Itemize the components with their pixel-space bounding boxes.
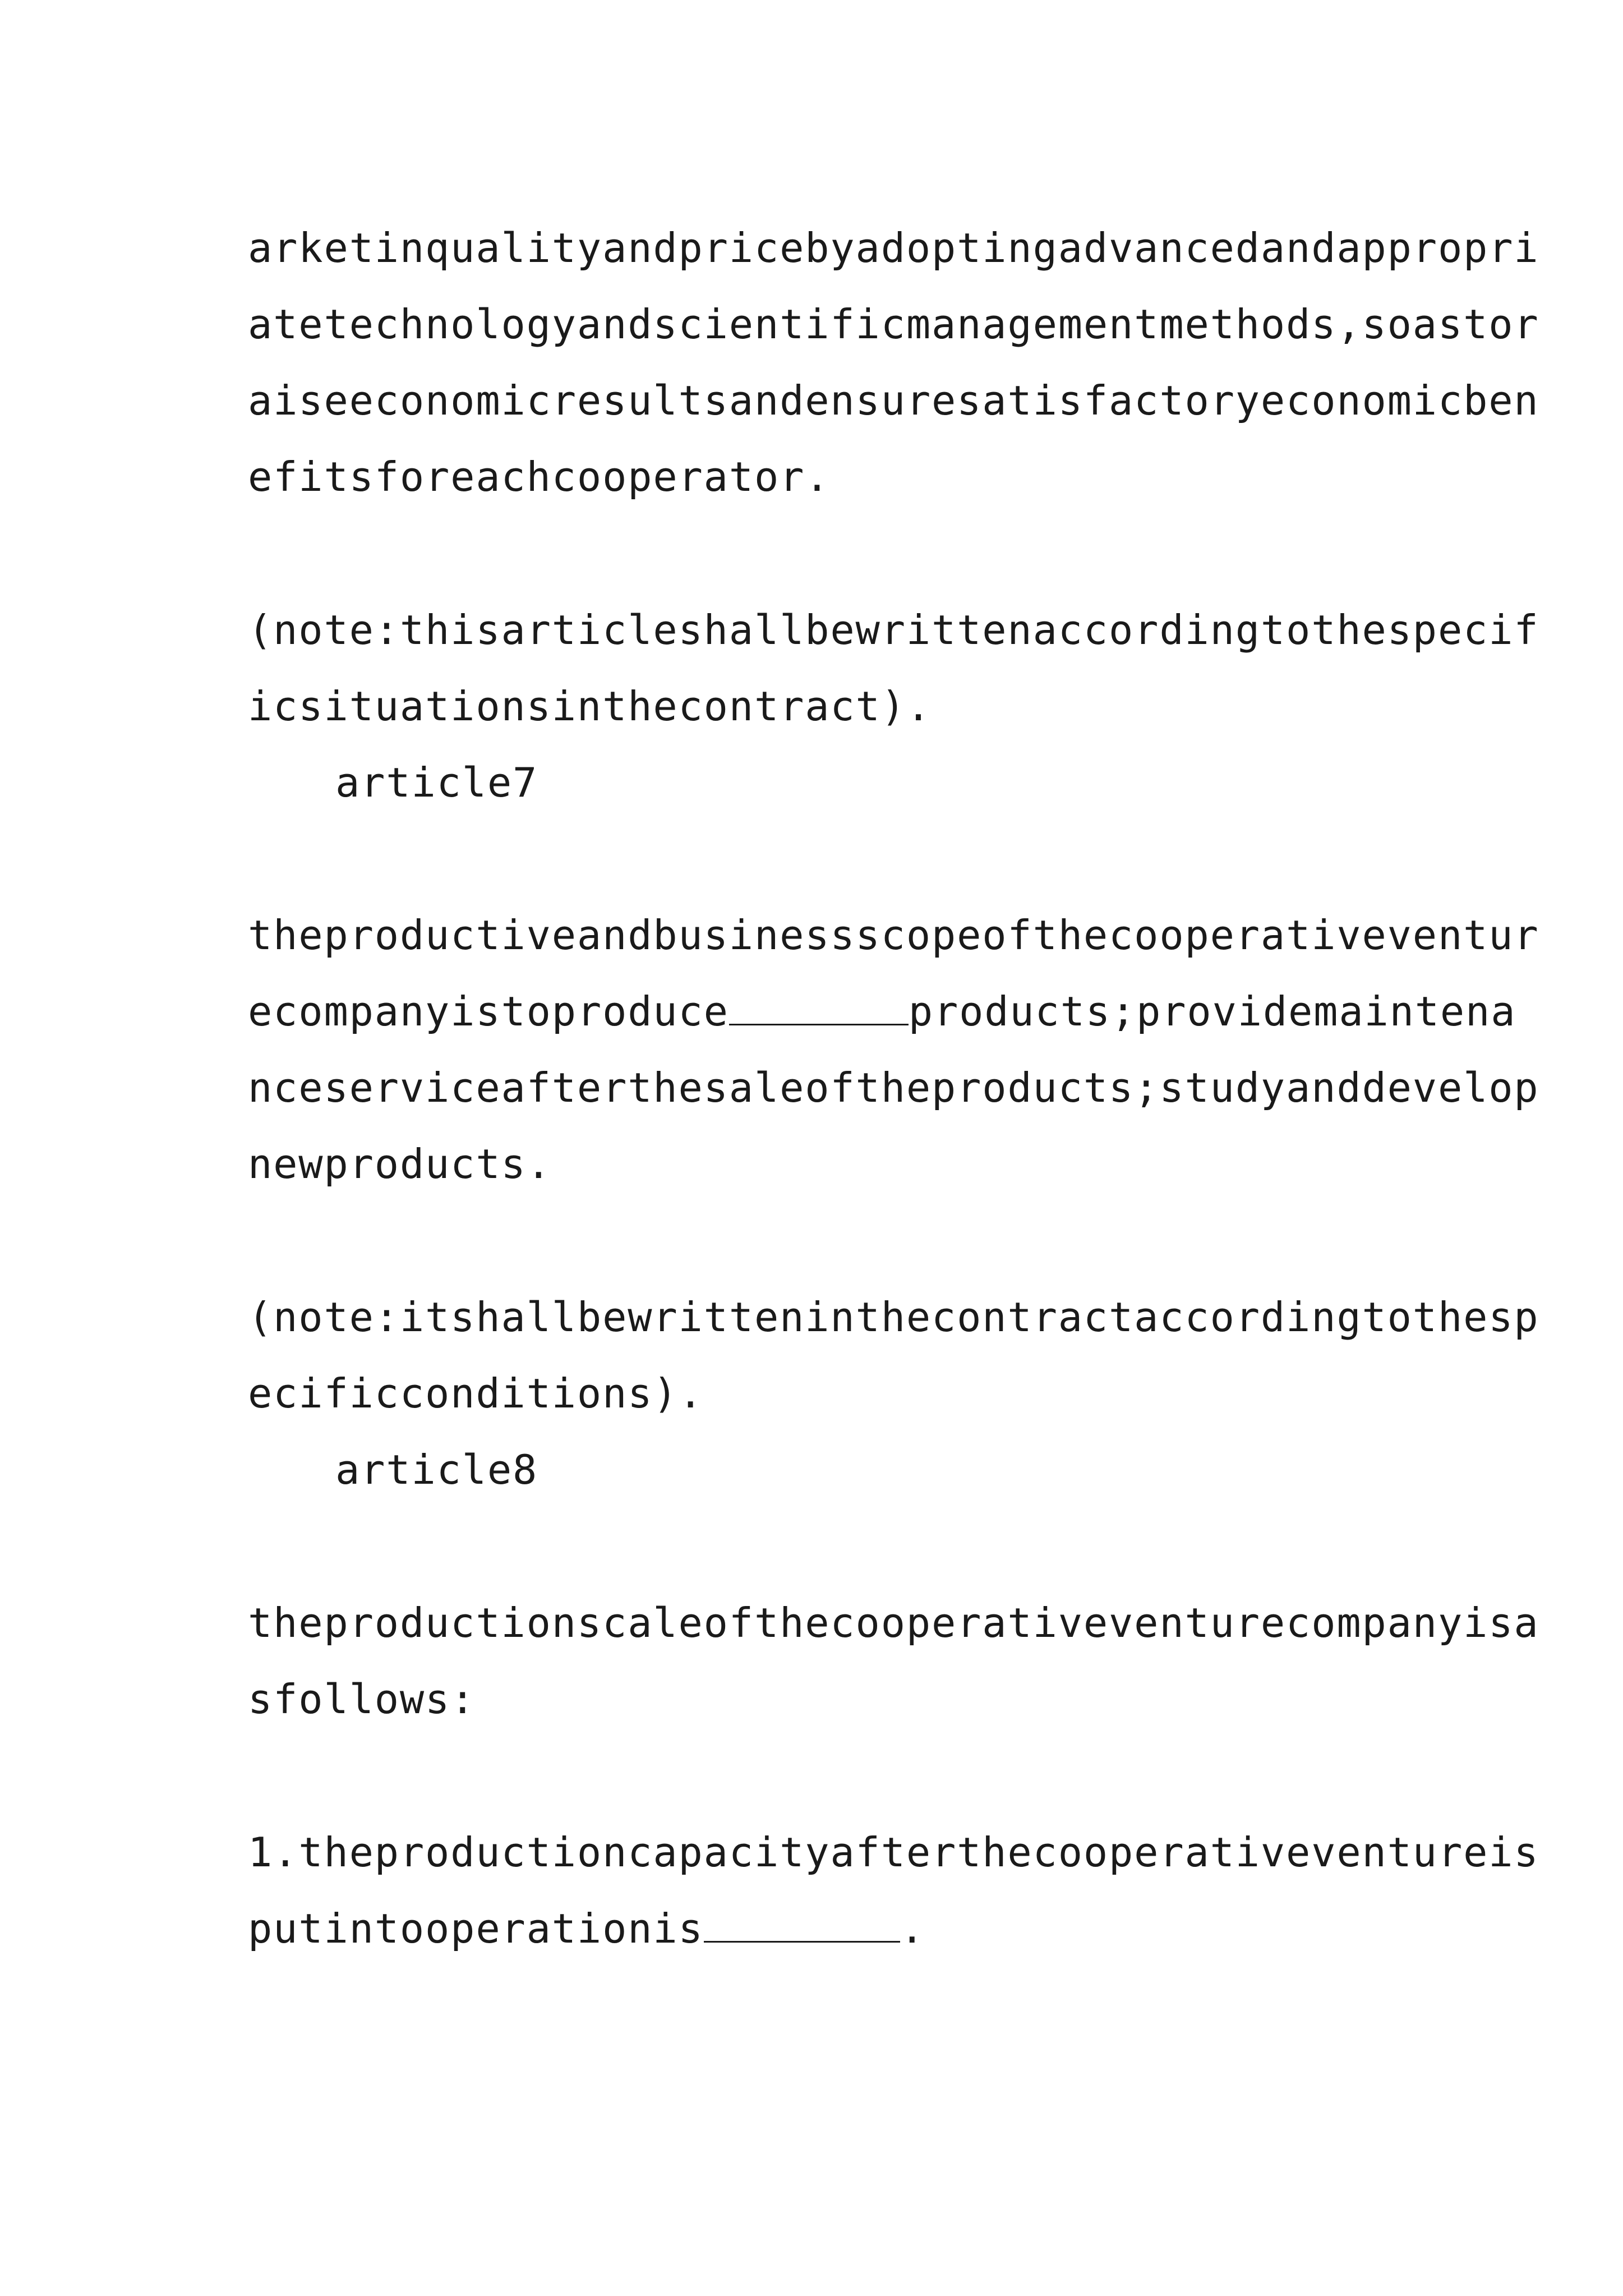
note1-line2: icsituationsinthecontract). — [248, 683, 932, 730]
note2-line2: ecificconditions). — [248, 1370, 704, 1417]
article7-line3: nceserviceafterthesaleoftheproducts;studyanddevelop — [248, 1064, 1539, 1111]
article8-line2: sfollows: — [248, 1676, 476, 1723]
para1-line2: atetechnologyandscientificmanagementmethods,soastor — [248, 301, 1539, 348]
article8-item1-line2 — [248, 1898, 1375, 1959]
article7-line2 — [248, 981, 1516, 1042]
article8-heading: article8 — [335, 1446, 538, 1493]
article8-line1: theproductionscaleofthecooperativeventurecompanyisa — [248, 1599, 1539, 1646]
article8-item1-line2-post: . — [900, 1905, 925, 1952]
para1-line3: aiseeconomicresultsandensuresatisfactoryeconomicben — [248, 377, 1539, 424]
fill-in-blank-capacity — [704, 1908, 900, 1943]
note2-line1: (note:itshallbewritteninthecontractaccordingtothesp — [248, 1294, 1539, 1341]
para1-line4: efitsforeachcooperator. — [248, 453, 831, 500]
article7-line1: theproductiveandbusinessscopeofthecooperativeventur — [248, 912, 1539, 959]
article7-heading: article7 — [335, 759, 538, 806]
para1-line1: arketinqualityandpricebyadoptingadvancedandappropri — [248, 224, 1539, 272]
article7-line2-post: products;providemaintena — [908, 988, 1516, 1035]
fill-in-blank-products — [729, 991, 909, 1025]
article7-line2-pre: ecompanyistoproduce — [248, 988, 729, 1035]
article8-item1-line2-pre: putintooperationis — [248, 1905, 704, 1952]
note1-line1: (note:thisarticleshallbewrittenaccordingtothespecif — [248, 606, 1539, 654]
article7-line4: newproducts. — [248, 1140, 552, 1188]
article8-item1-line1: 1.theproductioncapacityafterthecooperativeventureis — [248, 1829, 1539, 1876]
